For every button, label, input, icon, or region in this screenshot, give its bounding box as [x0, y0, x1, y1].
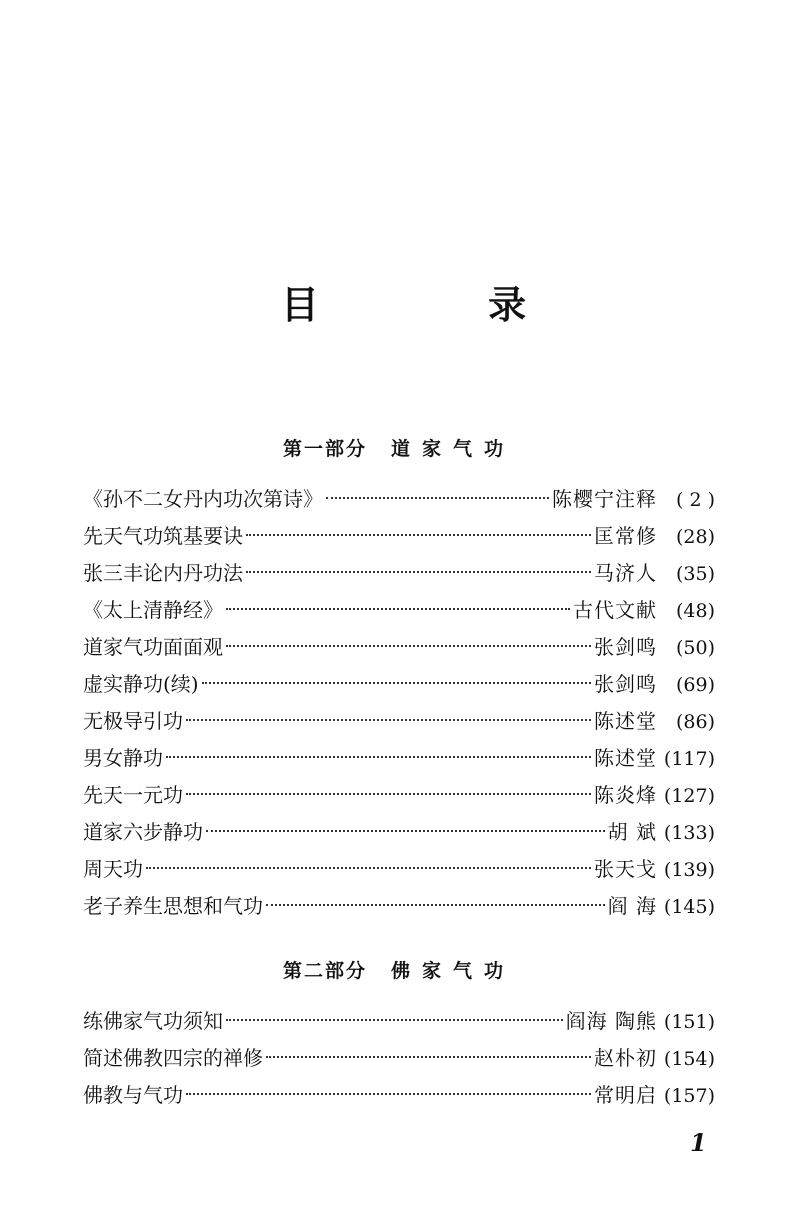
dot-leader — [186, 792, 591, 795]
dot-leader — [246, 570, 591, 573]
toc-list — [83, 1006, 715, 1117]
entry-author: 胡 斌 — [607, 820, 657, 844]
entry-title: 虚实静功(续) — [83, 672, 199, 696]
entry-author: 阎 海 — [607, 894, 657, 918]
entry-page-number: (157) — [663, 1085, 715, 1107]
entry-page-number: (151) — [663, 1011, 715, 1033]
entry-page-number: ( 2 ) — [676, 489, 715, 511]
entry-title: 道家六步静功 — [83, 820, 203, 844]
entry-title: 《太上清静经》 — [83, 598, 223, 622]
dot-leader — [206, 829, 605, 832]
entry-author: 古代文献 — [573, 598, 657, 622]
dot-leader — [146, 866, 591, 869]
entry-page-number: (139) — [663, 859, 715, 881]
entry-author: 张天戈 — [594, 857, 657, 881]
toc-entry — [83, 780, 715, 817]
section-part-label: 第一部分 — [282, 438, 367, 460]
toc-entry — [83, 891, 715, 928]
toc-entry — [83, 1006, 715, 1043]
page-title: 目 录 — [280, 283, 605, 327]
page-number: 1 — [690, 1128, 707, 1157]
toc-entry — [83, 817, 715, 854]
entry-page-number: (28) — [675, 526, 715, 548]
section-name: 佛家气功 — [391, 960, 516, 982]
entry-page-number: (86) — [675, 711, 715, 733]
toc-list — [83, 484, 715, 928]
dot-leader — [226, 644, 591, 647]
entry-page-number: (35) — [675, 563, 715, 585]
dot-leader — [226, 1018, 563, 1021]
toc-entry — [83, 484, 715, 521]
dot-leader — [166, 755, 591, 758]
entry-author: 阎海 陶熊 — [565, 1009, 657, 1033]
toc-entry — [83, 595, 715, 632]
entry-author: 赵朴初 — [594, 1046, 657, 1070]
dot-leader — [186, 1092, 591, 1095]
toc-entry — [83, 1080, 715, 1117]
dot-leader — [246, 533, 591, 536]
entry-page-number: (133) — [663, 822, 715, 844]
toc-entry — [83, 1043, 715, 1080]
toc-entry — [83, 521, 715, 558]
toc-entry — [83, 854, 715, 891]
entry-title: 先天一元功 — [83, 783, 183, 807]
entry-author: 张剑鸣 — [594, 635, 657, 659]
entry-page-number: (127) — [663, 785, 715, 807]
section-name: 道家气功 — [391, 438, 516, 460]
entry-title: 男女静功 — [83, 746, 163, 770]
dot-leader — [186, 718, 591, 721]
toc-entry — [83, 669, 715, 706]
entry-author: 马济人 — [594, 561, 657, 585]
entry-page-number: (145) — [663, 896, 715, 918]
toc-entry — [83, 558, 715, 595]
entry-page-number: (48) — [675, 600, 715, 622]
entry-title: 《孙不二女丹内功次第诗》 — [83, 487, 323, 511]
toc-entry — [83, 632, 715, 669]
entry-author: 张剑鸣 — [594, 672, 657, 696]
entry-title: 无极导引功 — [83, 709, 183, 733]
entry-title: 道家气功面面观 — [83, 635, 223, 659]
entry-page-number: (50) — [675, 637, 715, 659]
toc-entry — [83, 743, 715, 780]
entry-page-number: (154) — [663, 1048, 715, 1070]
section-heading — [83, 958, 715, 984]
entry-title: 老子养生思想和气功 — [83, 894, 263, 918]
entry-title: 张三丰论内丹功法 — [83, 561, 243, 585]
entry-title: 简述佛教四宗的禅修 — [83, 1046, 263, 1070]
entry-title: 佛教与气功 — [83, 1083, 183, 1107]
entry-title: 周天功 — [83, 857, 143, 881]
entry-author: 陈述堂 — [594, 709, 657, 733]
toc-section-daoist — [83, 436, 715, 928]
entry-page-number: (117) — [663, 748, 715, 770]
entry-author: 常明启 — [594, 1083, 657, 1107]
entry-author: 陈述堂 — [594, 746, 657, 770]
dot-leader — [226, 607, 570, 610]
section-heading — [83, 436, 715, 462]
entry-author: 匡常修 — [594, 524, 657, 548]
dot-leader — [202, 681, 591, 684]
entry-page-number: (69) — [675, 674, 715, 696]
entry-author: 陈樱宁注释 — [552, 487, 657, 511]
dot-leader — [326, 496, 549, 499]
dot-leader — [266, 903, 605, 906]
section-part-label: 第二部分 — [282, 960, 367, 982]
entry-title: 先天气功筑基要诀 — [83, 524, 243, 548]
dot-leader — [266, 1055, 591, 1058]
entry-author: 陈炎烽 — [594, 783, 657, 807]
toc-section-buddhist — [83, 958, 715, 1117]
toc-entry — [83, 706, 715, 743]
entry-title: 练佛家气功须知 — [83, 1009, 223, 1033]
